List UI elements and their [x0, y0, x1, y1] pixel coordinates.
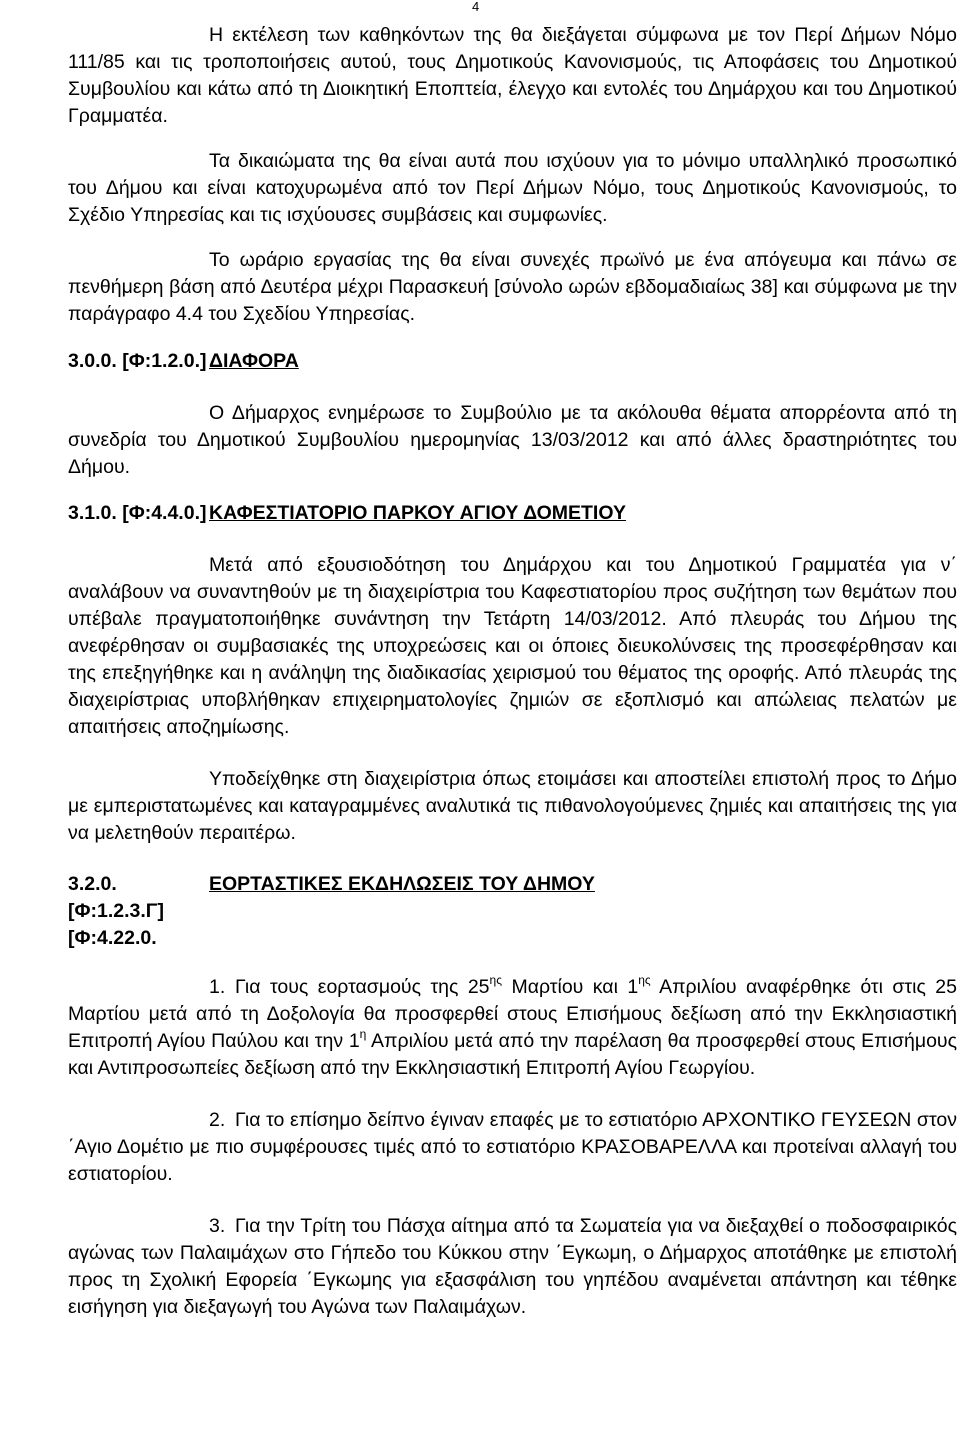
list-text: Για την Τρίτη του Πάσχα αίτημα από τα Σωματεία για να διεξαχθεί ο ποδοσφαιρικός αγώνας των Παλαιμάχων στο Γήπεδο του Κύκκου στην ΄Εγκωμη, ο Δήμαρχος αποτάθηκε με επιστολή προς τη Σχολική Εφορεία ΄Εγκωμης για εξασφάλιση του γηπέδου αναμένεται απάντηση και τέθηκε εισήγηση για διεξαγωγή του Αγώνα των Παλαιμάχων.	[68, 1215, 957, 1318]
paragraph-cafe-letter: Υποδείχθηκε στη διαχειρίστρια όπως ετοιμάσει και αποστείλει επιστολή προς το Δήμο με εμπεριστατωμένες και καταγραμμένες αναλυτικά τις πιθανολογούμενες ζημιές και απαιτήσεις της για να μελετηθούν περαιτέρω.	[68, 768, 957, 844]
list-text: Μαρτίου και 1	[502, 976, 639, 998]
list-number: 2.	[209, 1109, 226, 1131]
paragraph-mayor-update: Ο Δήμαρχος ενημέρωσε το Συμβούλιο με τα ακόλουθα θέματα απορρέοντα από τη συνεδρία του Δημοτικού Συμβουλίου ημερομηνίας 13/03/2012 και από άλλες δραστηριότητες του Δήμου.	[68, 402, 957, 478]
section-heading-celebrations	[68, 871, 957, 952]
paragraph-duties: Η εκτέλεση των καθηκόντων της θα διεξάγεται σύμφωνα με τον Περί Δήμων Νόμο 111/85 και τις τροποποιήσεις αυτού, τους Δημοτικούς Κανονισμούς, τις Αποφάσεις του Δημοτικού Συμβουλίου και κάτω από τη Διοικητική Εποπτεία, έλεγχο και εντολές του Δημάρχου και του Δημοτικού Γραμματέα.	[68, 24, 957, 127]
paragraph-working-hours: Το ωράριο εργασίας της θα είναι συνεχές πρωϊνό με ένα απόγευμα και πάνω σε πενθήμερη βάση από Δευτέρα μέχρι Παρασκευή [σύνολο ωρών εβδομαδιαίως 38] και σύμφωνα με την παράγραφο 4.4 του Σχεδίου Υπηρεσίας.	[68, 249, 957, 325]
list-item	[68, 1107, 957, 1188]
list-text: Για τους εορτασμούς της 25	[235, 976, 490, 998]
section-heading-misc	[68, 348, 957, 375]
document-body	[68, 22, 957, 1321]
superscript: η	[359, 1027, 367, 1041]
list-text: Για το επίσημο δείπνο έγιναν επαφές με το εστιατόριο ΑΡΧΟΝΤΙΚΟ ΓΕΥΣΕΩΝ στον ΄Αγιο Δομέτιο με πιο συμφέρουσες τιμές από το εστιατόριο ΚΡΑΣΟΒΑΡΕΛΛΑ και προτείναι αλλαγή του εστιατορίου.	[68, 1109, 957, 1185]
section-code: 3.0.0. [Φ:1.2.0.]	[68, 350, 207, 372]
list-number: 1.	[209, 976, 226, 998]
section-title: ΔΙΑΦΟΡΑ	[209, 350, 299, 372]
list-text: Απριλίου μετά από την παρέλαση θα προσφερθεί στους Επισήμους και Αντιπροσωπείες δεξίωση από την Εκκλησιαστική Επιτροπή Αγίου Γεωργίου.	[68, 1030, 957, 1079]
list-item	[68, 1213, 957, 1321]
section-code: 3.1.0. [Φ:4.4.0.]	[68, 502, 207, 524]
list-number: 3.	[209, 1215, 226, 1237]
list-item	[68, 974, 957, 1082]
paragraph-rights: Τα δικαιώματα της θα είναι αυτά που ισχύουν για το μόνιμο υπαλληλικό προσωπικό του Δήμου και είναι κατοχυρωμένα από τον Περί Δήμων Νόμο, τους Δημοτικούς Κανονισμούς, το Σχέδιο Υπηρεσίας και τις ισχύουσες συμβάσεις και συμφωνίες.	[68, 150, 957, 226]
section-title: ΕΟΡΤΑΣΤΙΚΕΣ ΕΚΔΗΛΩΣΕΙΣ ΤΟΥ ΔΗΜΟΥ	[209, 873, 595, 895]
paragraph-cafe-meeting: Μετά από εξουσιοδότηση του Δημάρχου και του Δημοτικού Γραμματέα για ν΄ αναλάβουν να συναντηθούν με τη διαχειρίστρια του Καφεστιατορίου προς συζήτηση των θεμάτων που υπέβαλε πραγματοποιήθηκε συνάντηση την Τετάρτη 14/03/2012. Από πλευράς του Δήμου της ανεφέρθησαν οι συμβασιακές της υποχρεώσεις και οι όποιες διευκολύνσεις της προσεφέρθησαν και της επεξηγήθηκε και η ανάληψη της διαδικασίας χειρισμού του θέματος της οροφής. Από πλευράς της διαχειρίστριας υποβλήθηκαν επιχειρηματολογίες ζημιών σε εξοπλισμό και απώλειας πελατών με απαιτήσεις αποζημίωσης.	[68, 554, 957, 738]
section-code	[68, 871, 209, 952]
list-text: Απριλίου αναφέρθηκε ότι στις 25 Μαρτίου μετά από τη Δοξολογία θα προσφερθεί στους Επισήμους δεξίωση από την Εκκλησιαστική Επιτροπή Αγίου Παύλου και την 1	[68, 976, 957, 1052]
section-heading-cafe	[68, 500, 957, 527]
section-title: ΚΑΦΕΣΤΙΑΤΟΡΙΟ ΠΑΡΚΟΥ ΑΓΙΟΥ ΔΟΜΕΤΙΟΥ	[209, 502, 626, 524]
section-code-line1: 3.2.0. [Φ:1.2.3.Γ]	[68, 873, 164, 922]
section-code-line2: [Φ:4.22.0.	[68, 927, 157, 949]
superscript: ης	[489, 973, 502, 987]
superscript: ης	[638, 973, 651, 987]
page-number: 4	[472, 0, 480, 14]
